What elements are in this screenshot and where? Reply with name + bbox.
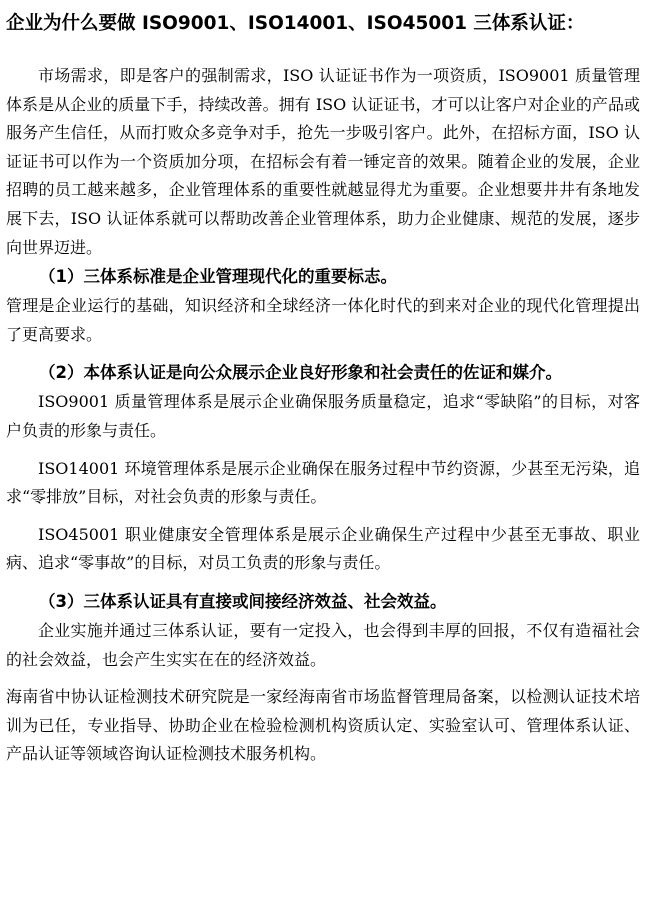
section-2-iso45001-paragraph: ISO45001 职业健康安全管理体系是展示企业确保生产过程中少甚至无事故、职业病、追求“零事故”的目标，对员工负责的形象与责任。 xyxy=(6,524,640,573)
intro-paragraph: 市场需求，即是客户的强制需求，ISO 认证证书作为一项资质，ISO9001 质量管理体系是从企业的质量下手，持续改善。拥有 ISO 认证证书，才可以让客户对企业的产品或服务产生信任，从而打败众多竞争对手，抢先一步吸引客户。此外，在招标方面，ISO 认证证书可以作为一个资质加分项，在招标会有着一锤定音的效果。随着企业的发展，企业招聘的员工越来越多，企业管理体系的重要性就越显得尤为重要。企业想要井井有条地发展下去，ISO 认证体系就可以帮助改善企业管理体系，助力企业健康、规范的发展，逐步向世界迈进。 xyxy=(6,66,640,257)
section-1-body: 管理是企业运行的基础，知识经济和全球经济一体化时代的到来对企业的现代化管理提出了更高要求。 xyxy=(6,296,640,344)
section-2-iso14001-paragraph: ISO14001 环境管理体系是展示企业确保在服务过程中节约资源，少甚至无污染，追求“零排放”目标，对社会负责的形象与责任。 xyxy=(6,458,640,507)
section-1-heading: （1）三体系标准是企业管理现代化的重要标志。 xyxy=(39,267,397,287)
section-2-heading: （2）本体系认证是向公众展示企业良好形象和社会责任的佐证和媒介。 xyxy=(39,363,562,383)
section-3-body: 企业实施并通过三体系认证，要有一定投入，也会得到丰厚的回报，不仅有造福社会的社会效益，也会产生实实在在的经济效益。 xyxy=(6,620,640,669)
section-2-iso9001-paragraph: ISO9001 质量管理体系是展示企业确保服务质量稳定，追求“零缺陷”的目标，对客户负责的形象与责任。 xyxy=(6,392,640,440)
closing-paragraph: 海南省中协认证检测技术研究院是一家经海南省市场监督管理局备案，以检测认证技术培训为已任，专业指导、协助企业在检验检测机构资质认定、实验室认可、管理体系认证、产品认证等领域咨询认证检测技术服务机构。 xyxy=(6,687,640,764)
section-3-heading: （3）三体系认证具有直接或间接经济效益、社会效益。 xyxy=(39,591,447,611)
document-title: 企业为什么要做 ISO9001、ISO14001、ISO45001 三体系认证： xyxy=(6,13,585,34)
